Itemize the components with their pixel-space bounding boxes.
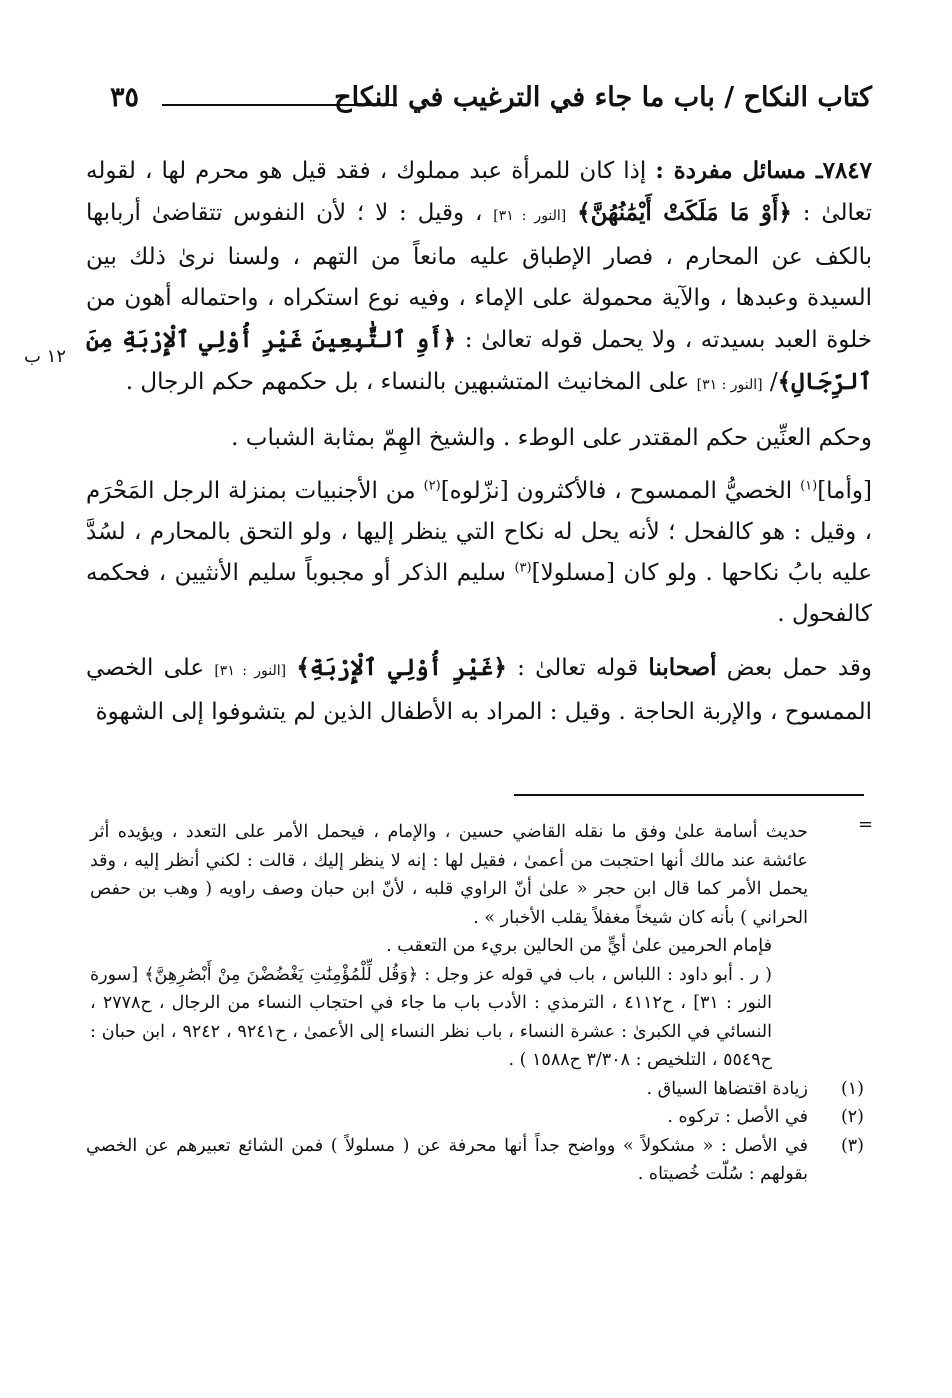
header-rule <box>162 104 397 106</box>
paragraph-eunuch <box>86 471 872 635</box>
text: سليم الذكر أو مجبوباً سليم الأنثيين ، فحكمه كالفحول . <box>86 560 872 627</box>
quran-verse: ﴿أَوْ مَا مَلَكَتْ أَيْمَٰنُهُنَّ﴾ <box>577 199 792 226</box>
footnote-text: في الأصل : « مشكولاً » وواضح جداً أنها محرفة عن ( مسلولاً ) فمن الشائع تعبيرهم عن الخصي بقولهم : سُلّت خُصيتاه . <box>86 1135 808 1184</box>
text: إذا كان للمرأة عبد مملوك ، فقد قيل هو محرم لها ، لقوله تعالىٰ : <box>86 158 873 226</box>
manuscript-folio-note: ١٢ ب <box>23 346 66 367</box>
footnote-marker: (٢) <box>423 478 441 494</box>
footnote-text: في الأصل : تركوه . <box>667 1107 808 1127</box>
text-bold: أصحابنا <box>648 654 717 681</box>
header-title: كتاب النكاح / باب ما جاء في الترغيب في النكاح <box>334 82 872 113</box>
text: على المخانيث المتشبهين بالنساء ، بل حكمهم حكم الرجال . <box>125 369 697 395</box>
footnote-citations: ( ر . أبو داود : اللباس ، باب في قوله عز وجل : ﴿وَقُل لِّلْمُؤْمِنَٰتِ يَغْضُضْنَ مِنْ أَبْصَٰرِهِنَّ﴾ [سورة النور : ٣١] ، ح٤١١٢ ، الترمذي : الأدب باب ما جاء في احتجاب النساء من الرجال ، ح٢٧٧٨ ، النسائي في الكبرىٰ : عشرة النساء ، باب نظر النساء إلى الأعمىٰ ، ح٩٢٤١ ، ٩٢٤٢ ، ابن حبان : ح٥٥٤٩ ، التلخيص : ٣/٣٠٨ ح١٥٨٨ ) . <box>90 964 773 1070</box>
footnote-item <box>86 1103 864 1132</box>
quran-verse: ﴿أَوِ ٱلتَّٰبِعِينَ غَيْرِ أُوْلِي ٱلْإِرْبَةِ مِنَ ٱلرِّجَالِ﴾ <box>86 326 872 395</box>
verse-reference: [النور : ٣١] <box>493 208 567 224</box>
running-header <box>110 78 872 122</box>
text: على الخصي الممسوح ، والإربة الحاجة . وقيل : المراد به الأطفال الذين لم يتشوفوا إلى الشهوة <box>86 655 872 725</box>
footnote-item <box>86 1075 864 1104</box>
paragraph-7847 <box>86 150 872 406</box>
issue-number: ٧٨٤٧ـ مسائل مفردة : <box>655 157 873 184</box>
text: [وأما] <box>817 478 872 504</box>
footnote-continuation: فإمام الحرمين علىٰ أيٍّ من الحالين بريء من التعقب . <box>386 936 772 956</box>
paragraph-verse-interpretation <box>86 647 872 733</box>
text: قوله تعالىٰ : <box>506 655 649 681</box>
page-number: ٣٥ <box>110 82 140 113</box>
paragraph-impotent: وحكم العنِّين حكم المقتدر على الوطء . والشيخ الهِمّ بمثابة الشباب . <box>231 425 872 451</box>
footnote-marker: (١) <box>800 478 818 494</box>
quran-verse: ﴿غَيْرِ أُوْلِي ٱلْإِرْبَةِ﴾ <box>296 654 507 681</box>
text: وقد حمل بعض <box>716 655 873 681</box>
footnote-text: زيادة اقتضاها السياق . <box>646 1078 808 1099</box>
footnote-continuation-mark: = <box>858 814 874 835</box>
footnote-number: (٢) <box>840 1107 864 1127</box>
footnotes <box>86 818 864 1189</box>
text: من الأجنبيات بمنزلة الرجل المَحْرَم ، وقيل : هو كالفحل ؛ لأنه يحل له نكاح التي ينظر إليها ، ولو التحق بالمحارم ، لسُدَّ عليه بابُ نكاحها . ولو كان [مسلولا] <box>86 478 873 586</box>
footnote-number: (٣) <box>840 1135 864 1156</box>
main-text <box>86 150 872 733</box>
footnote-continuation: حديث أسامة علىٰ وفق ما نقله القاضي حسين ، والإمام ، فيحمل الأمر على التعدد ، ويؤيده أثر عائشة عند مالك أنها احتجبت من أعمىٰ ، فقيل لها : إنه لا ينظر إليك ، قالت : لكني أنظر إليه ، وقد يحمل الأمر كما قال ابن حجر « علىٰ أنّ الراوي قلبه ، لأنّ ابن حبان وصف راويه ( وهب بن حفص الحراني ) بأنه كان شيخاً مغفلاً يقلب الأخبار » . <box>90 822 808 928</box>
verse-reference: [النور : ٣١] <box>214 663 287 679</box>
footnote-item <box>86 1132 864 1189</box>
folio-slash: / <box>762 369 778 395</box>
footnote-marker: (٣) <box>514 560 532 576</box>
text: الخصيُّ الممسوح ، فالأكثرون [نزّلوه] <box>440 478 801 504</box>
footnote-number: (١) <box>840 1078 864 1099</box>
text: ، وقيل : لا ؛ لأن النفوس تتقاضىٰ أربابها بالكف عن المحارم ، فصار الإطباق عليه مانعاً من التهم ، ولسنا نرىٰ ذلك بين السيدة وعبدها ، والآية محمولة على الإماء ، وفيه نوع استكراه ، واحتماله أهون من خلوة العبد بسيدته ، ولا يحمل قوله تعالىٰ : <box>86 200 872 353</box>
verse-reference: [النور : ٣١] <box>696 377 763 393</box>
footnote-divider <box>514 794 864 796</box>
